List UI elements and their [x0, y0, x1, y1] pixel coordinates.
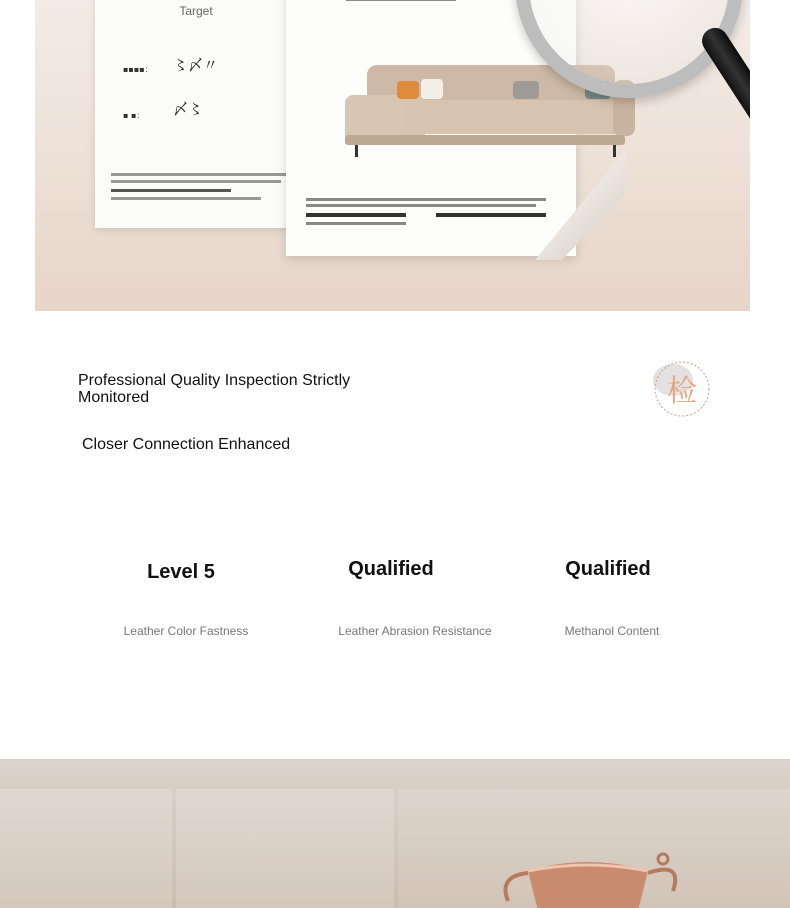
- stat-value-abrasion-resistance: Qualified: [348, 558, 434, 580]
- award-banner: [0, 759, 790, 908]
- stat-label-methanol-content: Methanol Content: [564, 624, 660, 638]
- svg-text:检: 检: [667, 374, 697, 409]
- inspection-seal-icon: [649, 358, 715, 420]
- report-field-row: ▪▪▪▪：: [123, 65, 153, 74]
- stat-value-color-fastness: Level 5: [147, 561, 215, 583]
- signature-1: 〻〆〃: [173, 56, 219, 74]
- test-report-banner: [35, 0, 750, 311]
- stat-value-methanol-content: Qualified: [565, 558, 651, 580]
- feature-heading: Professional Quality Inspection Strictly Monitored: [78, 372, 351, 406]
- feature-subheading: Closer Connection Enhanced: [82, 436, 291, 453]
- report-field-row: ▪ ▪：: [123, 111, 145, 120]
- report-caption: Target: [179, 4, 213, 18]
- trophy-icon: [488, 851, 688, 908]
- stat-label-color-fastness: Leather Color Fastness: [123, 624, 249, 638]
- stat-label-abrasion-resistance: Leather Abrasion Resistance: [338, 624, 492, 638]
- signature-2: 〆〻: [173, 100, 204, 118]
